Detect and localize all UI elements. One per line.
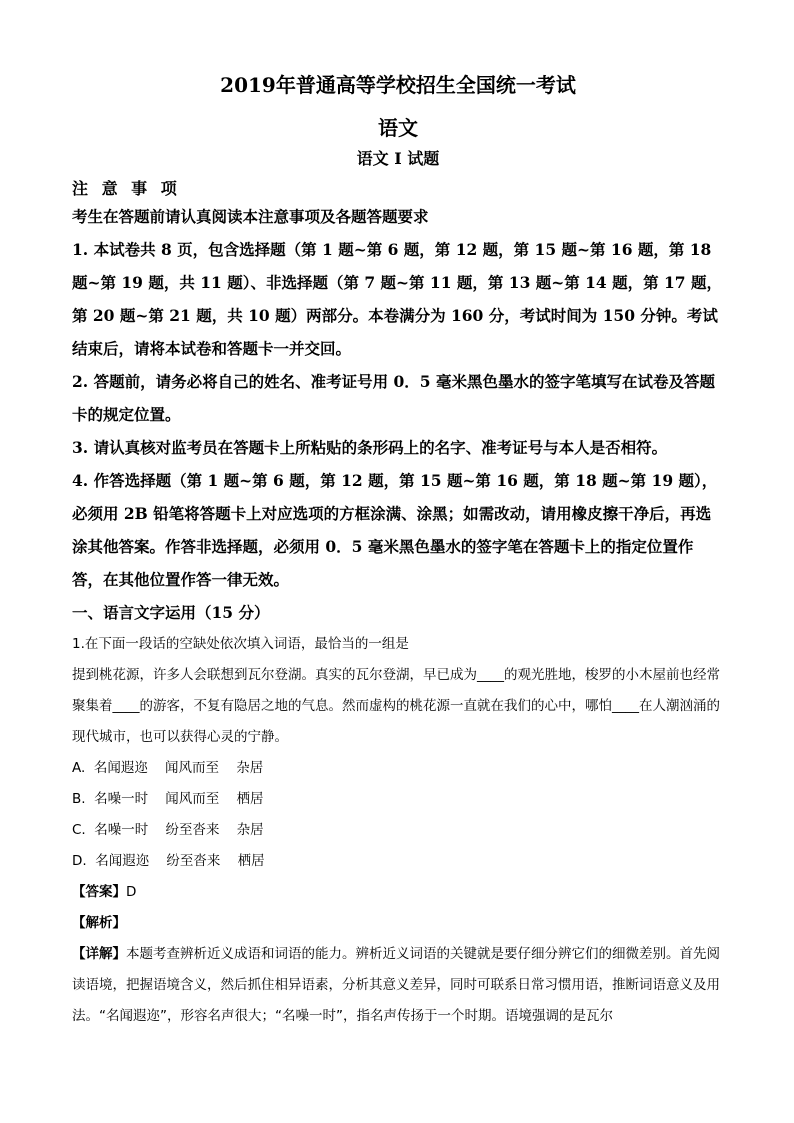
detail-text: 本题考查辨析近义成语和词语的能力。辨析近义词语的关键就是要仔细分辨它们的细微差别。首先阅读语境，把握语境含义，然后抓住相异语素，分析其意义差异，同时可联系日常习惯用语，推断词语意义及用法。“名闻遐迩”，形容名声很大；“名噪一时”，指名声传扬于一个时期。语境强调的是瓦尔	[72, 946, 720, 1024]
answer-tag: 【答案】	[72, 884, 126, 900]
paper-subtitle: 语文 I 试题	[356, 149, 440, 168]
option-d: D. 名闻遐迩 纷至沓来 栖居	[72, 853, 265, 869]
notice-heading: 注 意 事 项	[72, 179, 181, 198]
option-c: C. 名噪一时 纷至沓来 杂居	[72, 822, 264, 838]
question-passage: 提到桃花源，许多人会联想到瓦尔登湖。真实的瓦尔登湖，早已成为____的观光胜地，梭罗的小木屋前也经常聚集着____的游客，不复有隐居之地的气息。然而虚构的桃花源一直就在我们的心中，哪怕____在人潮汹涌的现代城市，也可以获得心灵的宁静。	[72, 667, 720, 745]
notice-item-2: 2. 答题前，请务必将自己的姓名、准考证号用 0．5 毫米黑色墨水的签字笔填写在试卷及答题卡的规定位置。	[72, 372, 715, 424]
answer-line	[72, 877, 724, 908]
detail-paragraph	[72, 939, 724, 1032]
notice-intro: 考生在答题前请认真阅读本注意事项及各题答题要求	[72, 207, 429, 226]
notice-item-3: 3. 请认真核对监考员在答题卡上所粘贴的条形码上的名字、准考证号与本人是否相符。	[72, 438, 668, 457]
option-a: A. 名闻遐迩 闻风而至 杂居	[72, 760, 264, 776]
notice-item-4: 4. 作答选择题（第 1 题~第 6 题，第 12 题，第 15 题~第 16 题，第 18 题~第 19 题），必须用 2B 铅笔将答题卡上对应选项的方框涂满、涂黑；如需改动，请用橡皮擦干净后，再选涂其他答案。作答非选择题，必须用 0．5 毫米黑色墨水的签字笔在答题卡上的指定位置作答，在其他位置作答一律无效。	[72, 471, 718, 589]
notice-item-1: 1. 本试卷共 8 页，包含选择题（第 1 题~第 6 题，第 12 题，第 15 题~第 16 题，第 18 题~第 19 题，共 11 题）、非选择题（第 7 题~第 11 题，第 13 题~第 14 题，第 17 题，第 20 题~第 21 题，共 10 题）两部分。本卷满分为 160 分，考试时间为 150 分钟。考试结束后，请将本试卷和答题卡一并交回。	[72, 240, 722, 358]
analysis-tag: 【解析】	[72, 915, 126, 931]
option-b: B. 名噪一时 闻风而至 栖居	[72, 791, 264, 807]
subject-title: 语文	[378, 116, 418, 140]
answer-value: D	[126, 884, 137, 900]
exam-title: 2019年普通高等学校招生全国统一考试	[220, 73, 576, 97]
question-stem: 1.在下面一段话的空缺处依次填入词语，最恰当的一组是	[72, 636, 409, 652]
exam-page	[72, 60, 724, 1032]
section-heading: 一、语言文字运用（15 分）	[72, 603, 270, 622]
analysis-line	[72, 908, 724, 939]
detail-tag: 【详解】	[72, 946, 126, 962]
